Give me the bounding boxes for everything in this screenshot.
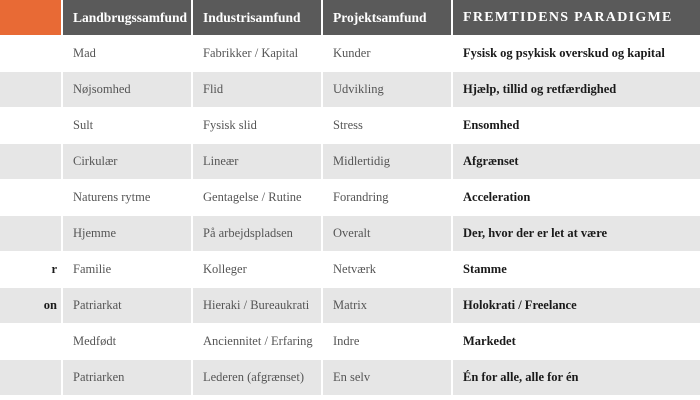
row-label-cell <box>0 144 62 180</box>
landbrug-cell: Naturens rytme <box>62 180 192 216</box>
table-row <box>0 360 700 396</box>
row-label-cell <box>0 360 62 396</box>
table-row <box>0 288 700 324</box>
row-label-cell <box>0 108 62 144</box>
industri-cell: Fysisk slid <box>192 108 322 144</box>
projekt-cell: Netværk <box>322 252 452 288</box>
paradigme-cell: Ensomhed <box>452 108 700 144</box>
industri-cell: Flid <box>192 72 322 108</box>
table-row <box>0 72 700 108</box>
paradigme-cell: Markedet <box>452 324 700 360</box>
table-row <box>0 216 700 252</box>
industri-cell: På arbejdspladsen <box>192 216 322 252</box>
paradigme-cell: Afgrænset <box>452 144 700 180</box>
header-projektsamfund: Projektsamfund <box>322 0 452 36</box>
header-row <box>0 0 700 36</box>
row-label-cell <box>0 36 62 72</box>
landbrug-cell: Sult <box>62 108 192 144</box>
row-label-cell <box>0 72 62 108</box>
projekt-cell: Forandring <box>322 180 452 216</box>
header-cell-accent <box>0 0 62 36</box>
paradigme-cell: Acceleration <box>452 180 700 216</box>
projekt-cell: Stress <box>322 108 452 144</box>
paradigme-cell: Hjælp, tillid og retfærdighed <box>452 72 700 108</box>
header-industrisamfund: Industrisamfund <box>192 0 322 36</box>
industri-cell: Fabrikker / Kapital <box>192 36 322 72</box>
row-label-cell <box>0 180 62 216</box>
table-row <box>0 144 700 180</box>
row-label-cell <box>0 216 62 252</box>
landbrug-cell: Mad <box>62 36 192 72</box>
row-label-cell: r <box>0 252 62 288</box>
industri-cell: Lineær <box>192 144 322 180</box>
paradigme-cell: Holokrati / Freelance <box>452 288 700 324</box>
header-landbrugssamfund: Landbrugssamfund <box>62 0 192 36</box>
projekt-cell: Udvikling <box>322 72 452 108</box>
row-label-cell <box>0 324 62 360</box>
landbrug-cell: Cirkulær <box>62 144 192 180</box>
projekt-cell: Indre <box>322 324 452 360</box>
header-fremtidens-paradigme: FREMTIDENS PARADIGME <box>452 0 700 36</box>
landbrug-cell: Medfødt <box>62 324 192 360</box>
landbrug-cell: Patriarken <box>62 360 192 396</box>
landbrug-cell: Familie <box>62 252 192 288</box>
table-body <box>0 36 700 396</box>
landbrug-cell: Nøjsomhed <box>62 72 192 108</box>
projekt-cell: Midlertidig <box>322 144 452 180</box>
paradigme-cell: Fysisk og psykisk overskud og kapital <box>452 36 700 72</box>
landbrug-cell: Patriarkat <box>62 288 192 324</box>
table-row <box>0 108 700 144</box>
table-row <box>0 36 700 72</box>
paradigme-cell: Én for alle, alle for én <box>452 360 700 396</box>
industri-cell: Lederen (afgrænset) <box>192 360 322 396</box>
projekt-cell: En selv <box>322 360 452 396</box>
landbrug-cell: Hjemme <box>62 216 192 252</box>
table-row <box>0 180 700 216</box>
paradigme-cell: Der, hvor der er let at være <box>452 216 700 252</box>
row-label-cell: on <box>0 288 62 324</box>
projekt-cell: Overalt <box>322 216 452 252</box>
industri-cell: Gentagelse / Rutine <box>192 180 322 216</box>
industri-cell: Hieraki / Bureaukrati <box>192 288 322 324</box>
paradigme-cell: Stamme <box>452 252 700 288</box>
industri-cell: Anciennitet / Erfaring <box>192 324 322 360</box>
projekt-cell: Kunder <box>322 36 452 72</box>
industri-cell: Kolleger <box>192 252 322 288</box>
table-row <box>0 252 700 288</box>
table-header <box>0 0 700 36</box>
table-row <box>0 324 700 360</box>
projekt-cell: Matrix <box>322 288 452 324</box>
